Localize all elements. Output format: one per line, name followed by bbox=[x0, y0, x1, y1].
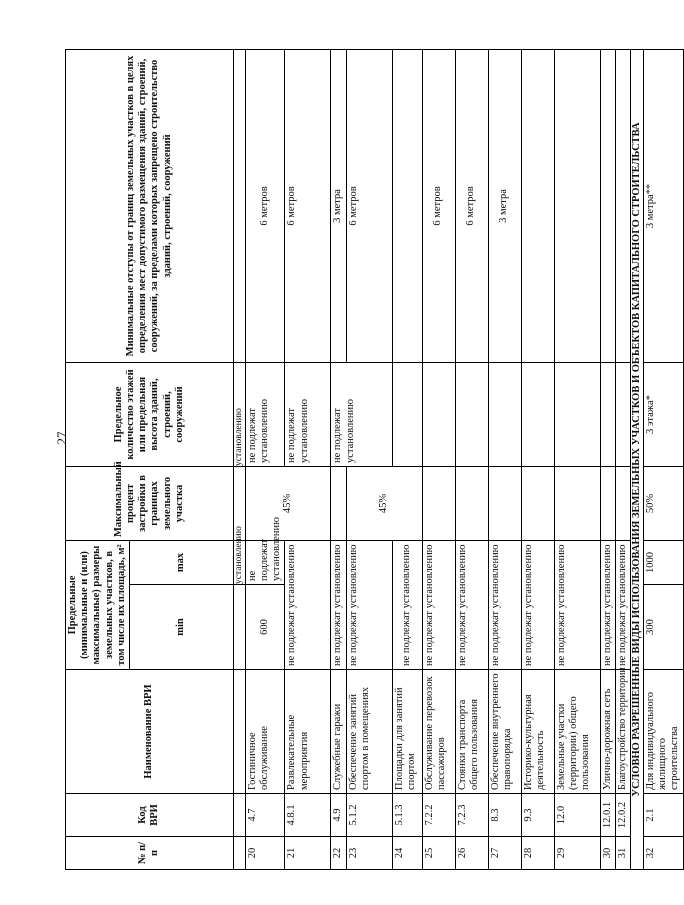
percent-cell: 50% bbox=[644, 466, 684, 540]
row-name: Историко-культурная деятельность bbox=[521, 670, 554, 794]
table-row bbox=[392, 49, 422, 869]
table-row bbox=[455, 49, 488, 869]
row-name: Служебные гаражи bbox=[331, 670, 346, 794]
header-setback: Минимальные отступы от границ земельных участков в целях определения мест допустимого размещения зданий, строений, сооружений, за пределами которых запрещено строительство зданий, строений, сооружений bbox=[66, 49, 234, 362]
header-num: № п/п bbox=[66, 837, 234, 870]
row-code: 7.2.3 bbox=[455, 794, 488, 837]
percent-cell: 45% bbox=[346, 466, 422, 540]
area-cell: не подлежат установлению bbox=[422, 540, 455, 669]
table-row bbox=[285, 49, 331, 869]
row-number: 32 bbox=[644, 837, 684, 870]
row-name: Улично-дорожная сеть bbox=[600, 670, 615, 794]
area-cell: не подлежат установлению bbox=[488, 540, 521, 669]
row-code: 7.2.2 bbox=[422, 794, 455, 837]
min-cell: 300 bbox=[644, 585, 684, 670]
table-row bbox=[554, 49, 600, 869]
header-area-group: Предельные (минимальные и (или) максимальные) размеры земельных участков, в том числе их площадь, м² bbox=[66, 540, 130, 669]
area-cell: не подлежат установлению bbox=[455, 540, 488, 669]
row-code: 4.7 bbox=[245, 794, 285, 837]
row-code: 12.0.2 bbox=[615, 794, 630, 837]
row-number: 24 bbox=[392, 837, 422, 870]
setback-cell: 3 метра bbox=[331, 49, 346, 362]
area-cell: не подлежат установлению bbox=[615, 540, 630, 669]
page-number: 27 bbox=[54, 431, 69, 445]
area-cell: не подлежат установлению bbox=[285, 540, 331, 669]
rotated-table-wrapper bbox=[65, 50, 681, 870]
table-row bbox=[521, 49, 554, 869]
header-percent: Максимальный процент застройки в границах земельного участка bbox=[66, 466, 234, 540]
area-cell: не подлежат установлению bbox=[392, 540, 422, 669]
row-name: Площадки для занятий спортом bbox=[392, 670, 422, 794]
setback-cell: 6 метров bbox=[245, 49, 285, 362]
row-number: 27 bbox=[488, 837, 521, 870]
area-cell: не подлежат установлению bbox=[346, 540, 392, 669]
row-name: Для индивидуального жилищного строительства bbox=[644, 670, 684, 794]
floors-cell: установлению bbox=[233, 362, 245, 466]
row-code: 8.3 bbox=[488, 794, 521, 837]
min-cell: 600 bbox=[245, 585, 285, 670]
row-code: 4.8.1 bbox=[285, 794, 331, 837]
row-number: 31 bbox=[615, 837, 630, 870]
header-name: Наименование ВРИ bbox=[66, 670, 234, 794]
row-number: 21 bbox=[285, 837, 331, 870]
row-name: Обслуживание перевозок пассажиров bbox=[422, 670, 455, 794]
floors-cell: не подлежат установлению bbox=[285, 362, 331, 466]
setback-cell: 3 метра bbox=[488, 49, 521, 362]
zoning-table bbox=[65, 49, 684, 870]
floors-cell: 3 этажа* bbox=[644, 362, 684, 466]
row-code: 5.1.3 bbox=[392, 794, 422, 837]
row-number: 30 bbox=[600, 837, 615, 870]
row-number: 22 bbox=[331, 837, 346, 870]
row-number: 26 bbox=[455, 837, 488, 870]
area-cell: не подлежат установлению bbox=[600, 540, 615, 669]
row-number: 28 bbox=[521, 837, 554, 870]
area-cell: не подлежат установлению bbox=[521, 540, 554, 669]
max-cell: не подлежат установлению bbox=[245, 540, 285, 584]
table-row bbox=[488, 49, 521, 869]
table-row bbox=[615, 49, 630, 869]
row-name: Гостиничное обслуживание bbox=[245, 670, 285, 794]
area-cell: не подлежат установлению bbox=[331, 540, 346, 669]
row-code: 12.0.1 bbox=[600, 794, 615, 837]
percent-cell: 45% bbox=[245, 466, 331, 540]
section-title: УСЛОВНО РАЗРЕШЕННЫЕ ВИДЫ ИСПОЛЬЗОВАНИЯ ЗЕМЕЛЬНЫХ УЧАСТКОВ И ОБЪЕКТОВ КАПИТАЛЬНОГО СТРОИТЕЛЬСТВА bbox=[630, 49, 643, 869]
table-row bbox=[644, 49, 684, 869]
floors-cell: не подлежат установлению bbox=[331, 362, 392, 466]
row-number: 20 bbox=[245, 837, 285, 870]
max-cell: установлению bbox=[233, 526, 244, 584]
row-code: 9.3 bbox=[521, 794, 554, 837]
row-number: 25 bbox=[422, 837, 455, 870]
table-row bbox=[331, 49, 346, 869]
floors-cell: не подлежат установлению bbox=[245, 362, 285, 466]
setback-cell: 6 метров bbox=[422, 49, 455, 362]
row-number: 29 bbox=[554, 837, 600, 870]
row-name: Благоустройство территории bbox=[615, 670, 630, 794]
row-name: Земельные участки (территории) общего пользования bbox=[554, 670, 600, 794]
row-name: Обеспечение внутреннего правопорядка bbox=[488, 670, 521, 794]
row-code: 5.1.2 bbox=[346, 794, 392, 837]
setback-cell: 6 метров bbox=[455, 49, 488, 362]
row-name: Стоянки транспорта общего пользования bbox=[455, 670, 488, 794]
setback-cell: 6 метров bbox=[346, 49, 392, 362]
row-name: Обеспечение занятий спортом в помещениях bbox=[346, 670, 392, 794]
setback-cell: 3 метра** bbox=[644, 49, 684, 362]
table-row bbox=[245, 49, 285, 869]
table-row bbox=[233, 49, 245, 869]
header-max: max bbox=[129, 540, 233, 584]
row-code: 12.0 bbox=[554, 794, 600, 837]
header-code: Код ВРИ bbox=[66, 794, 234, 837]
header-min: min bbox=[129, 585, 233, 670]
row-name: Развлекательные мероприятия bbox=[285, 670, 331, 794]
table-row bbox=[600, 49, 615, 869]
section-row bbox=[630, 49, 643, 869]
row-code: 2.1 bbox=[644, 794, 684, 837]
row-number: 23 bbox=[346, 837, 392, 870]
table-row bbox=[422, 49, 455, 869]
header-floors: Предельное количество этажей или предельная высота зданий, строений, сооружений bbox=[66, 362, 234, 466]
max-cell: 1000 bbox=[644, 540, 684, 584]
area-cell: не подлежат установлению bbox=[554, 540, 600, 669]
row-code: 4.9 bbox=[331, 794, 346, 837]
setback-cell: 6 метров bbox=[285, 49, 331, 362]
